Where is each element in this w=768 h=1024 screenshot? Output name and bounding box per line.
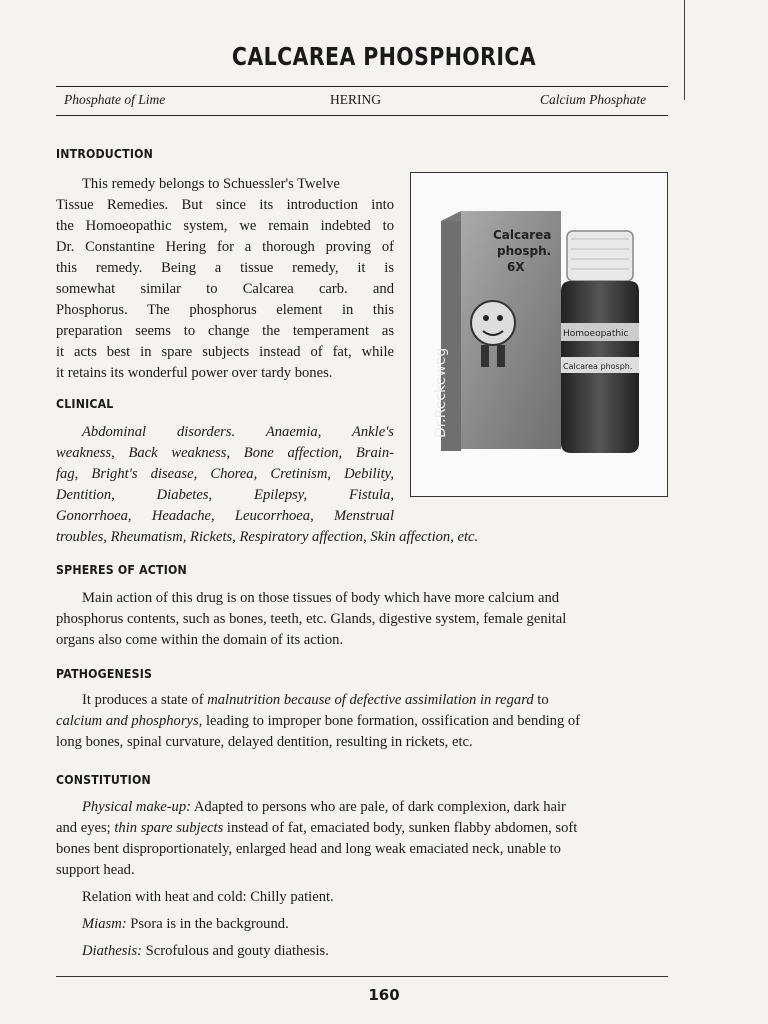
clinical-line: Abdominal disorders. Anaemia, Ankle's [82,424,394,440]
constitution-body [56,797,668,962]
subtitle-right: Calcium Phosphate [540,92,647,107]
spheres-heading: SPHERES OF ACTION [56,562,187,577]
diathesis-line [56,941,668,962]
intro-line: the Homoeopathic system, we remain indebted to [56,218,394,234]
constitution-line: bones bent disproportionately, enlarged head and long weak emaciated neck, unable to [56,841,561,857]
product-photo [410,172,668,497]
diathesis-label: Diathesis: [82,943,142,959]
footer-rule [56,976,668,977]
intro-line: it acts best in spare subjects instead of fat, while [56,344,394,360]
const-text: and eyes; [56,820,115,836]
spheres-line: Main action of this drug is on those tissues of body which have more calcium and [82,590,560,606]
miasm-line [56,914,668,935]
pathogenesis-line [56,711,668,732]
header-rule-top [56,86,668,87]
box-brand-text: Dr.Reckeweg [433,347,449,438]
path-text: leading to improper bone formation, ossification and bending of [202,713,581,729]
intro-line: this remedy. Being a tissue remedy, it is [56,260,394,276]
spheres-line: organs also come within the domain of its action. [56,632,344,648]
pathogenesis-heading: PATHOGENESIS [56,666,153,681]
bottle-label-1: Homoeopathic [563,329,629,339]
clinical-line: Gonorrhoea, Headache, Leucorrhoea, Menstrual [56,508,394,524]
miasm-label: Miasm: [82,916,127,932]
clinical-line: troubles, Rheumatism, Rickets, Respiratory affection, Skin affection, etc. [56,529,479,545]
constitution-heading: CONSTITUTION [56,772,151,787]
miasm-text: Psora is in the background. [126,916,289,932]
const-label: Physical make-up: [82,799,192,815]
intro-line: preparation seems to change the temperament as [56,323,394,339]
pathogenesis-line: long bones, spinal curvature, delayed dentition, resulting in rickets, etc. [56,734,473,750]
const-text: Adapted to persons who are pale, of dark complexion, dark hair [191,799,566,815]
page-title: CALCAREA PHOSPHORICA [231,42,537,71]
intro-line: Tissue Remedies. But since its introduction into [56,197,394,213]
introduction-heading: INTRODUCTION [56,146,154,161]
clinical-heading: CLINICAL [56,396,114,411]
subtitle-center: HERING [330,92,381,107]
const-text: instead of fat, emaciated body, sunken flabby abdomen, soft [223,820,578,836]
mascot-eye [483,315,489,321]
constitution-line [56,797,668,818]
spheres-body [56,588,668,651]
box-label-1: Calcarea [493,228,552,242]
clinical-body [56,422,479,548]
box-label-2: phosph. [497,244,552,258]
page-number: 160 [368,986,400,1004]
mascot-head [471,301,515,345]
pathogenesis-line [56,690,668,711]
const-text-italic: thin spare subjects [114,820,224,836]
pathogenesis-body [56,690,668,753]
path-text: It produces a state of [82,692,208,708]
constitution-line: support head. [56,862,135,878]
product-illustration [411,173,666,495]
path-text-italic: calcium and phosphorys, [56,713,203,729]
clinical-line: weakness, Back weakness, Bone affection, Brain- [56,445,394,461]
constitution-line [56,818,668,839]
diathesis-text: Scrofulous and gouty diathesis. [142,943,329,959]
mascot-leg [481,345,489,367]
introduction-body [56,174,394,384]
path-text: to [533,692,549,708]
clinical-line: Dentition, Diabetes, Epilepsy, Fistula, [56,487,394,503]
subtitle-left: Phosphate of Lime [64,92,166,107]
clinical-line: fag, Bright's disease, Chorea, Cretinism, Debility, [56,466,394,482]
intro-line: This remedy belongs to Schuessler's Twelve [82,176,340,192]
bottle-label-2: Calcarea phosph. [563,362,633,371]
mascot-eye [497,315,503,321]
heat-relation: Relation with heat and cold: Chilly patient. [82,889,334,905]
intro-line: somewhat similar to Calcarea carb. and [56,281,394,297]
spheres-line: phosphorus contents, such as bones, teeth, etc. Glands, digestive system, female genital [56,611,567,627]
intro-line: it retains its wonderful power over tardy bones. [56,365,333,381]
box-label-3: 6X [507,260,525,274]
intro-line: Dr. Constantine Hering for a thorough proving of [56,239,394,255]
path-text-italic: malnutrition because of defective assimilation in regard [207,692,534,708]
intro-line: Phosphorus. The phosphorus element in this [56,302,394,318]
header-rule-bottom [56,115,668,116]
mascot-leg [497,345,505,367]
